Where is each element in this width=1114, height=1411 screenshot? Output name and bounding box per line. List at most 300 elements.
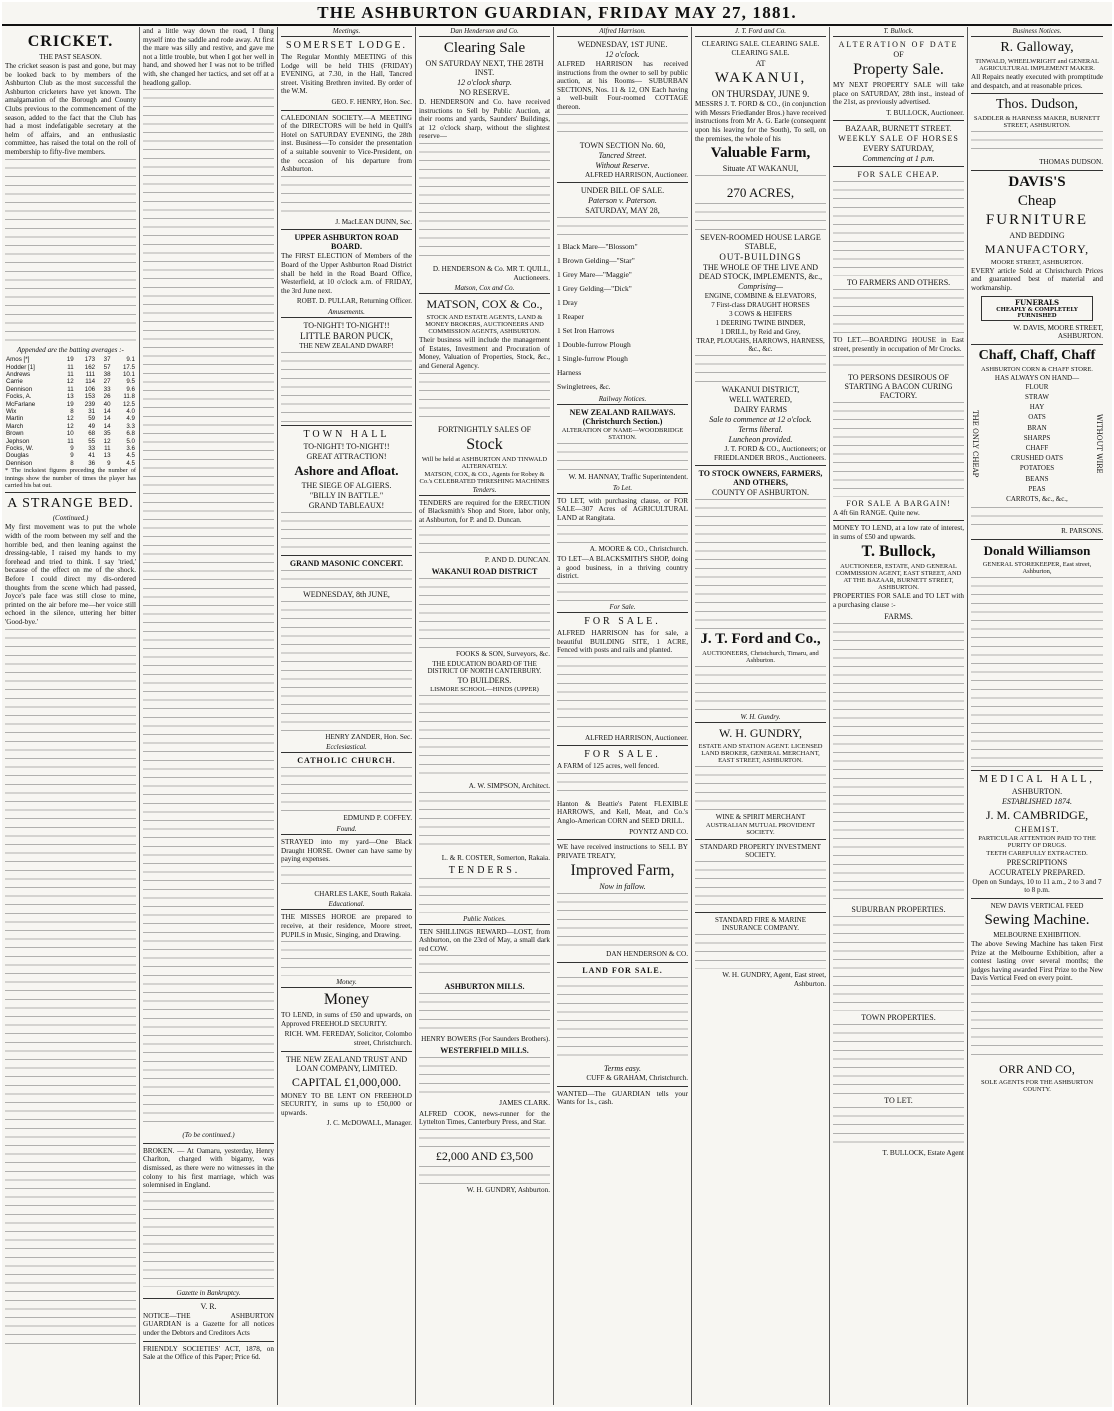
sale-item: 1 Double-furrow Plough: [557, 340, 631, 350]
town-hall-tonight: TO-NIGHT! TO-NIGHT!!: [303, 441, 390, 451]
column-5: [554, 27, 692, 1405]
bullock-big-title: T. Bullock,: [861, 543, 936, 561]
railway-block: [557, 443, 688, 471]
cook-block: [419, 1129, 550, 1147]
mills-block: [419, 993, 550, 1033]
westerfield-block: [419, 1057, 550, 1097]
somerset-lodge-title: SOMERSET LODGE.: [286, 40, 407, 51]
bill-of-sale: UNDER BILL OF SALE.: [580, 186, 665, 196]
cows: 3 COWS & HEIFERS: [729, 310, 792, 319]
bacon-block: [833, 402, 964, 497]
batting-row: [5, 408, 136, 415]
story-body-block: [143, 89, 274, 1129]
to-let-text: TO LET, with purchasing clause, or FOR SALE—307 Acres of AGRICULTURAL LAND at Rangitata.: [557, 496, 688, 522]
cricket-title: CRICKET.: [27, 33, 114, 50]
commencing: Commencing at 1 p.m.: [862, 154, 935, 164]
goods-item: STRAW: [1025, 392, 1049, 401]
billy-title: "BILLY IN BATTLE.": [309, 490, 384, 500]
railway-alteration: ALTERATION OF NAME—WOODBRIDGE STATION.: [561, 427, 684, 442]
galloway-sub: TINWALD, WHEELWRIGHT and GENERAL AGRICULTURAL IMPLEMENT MAKER.: [975, 58, 1099, 72]
drill: 1 DRILL, by Reid and Grey,: [720, 328, 801, 337]
town-hall-title: TOWN HALL: [303, 428, 390, 440]
wakanui-block: [419, 578, 550, 648]
education-board-title: THE EDUCATION BOARD OF THE DISTRICT OF NORTH CANTERBURY.: [427, 660, 542, 675]
railway-heading: Railway Notices.: [557, 395, 688, 405]
batting-cell: 36: [88, 459, 96, 467]
bill-block: [557, 217, 688, 239]
tancred: Tancred Street.: [598, 150, 647, 160]
public-notices-heading: Public Notices.: [419, 915, 550, 925]
bullock-end: T. BULLOCK, Estate Agent: [882, 1148, 964, 1157]
batting-cell: McFarlane: [6, 400, 36, 408]
town-block: [833, 1024, 964, 1094]
batting-cell: Jephson: [6, 437, 30, 445]
chaff-end-block: [971, 507, 1103, 525]
batting-cell: 27: [103, 378, 111, 386]
harrison-time: 12 o'clock.: [605, 50, 640, 59]
masonic-block: [281, 570, 412, 588]
prescriptions-text: PRESCRIPTIONS: [1006, 857, 1068, 867]
news-block: [143, 1192, 274, 1287]
sale-item: 1 Grey Mare—"Maggie": [557, 270, 632, 280]
sale-item: 1 Set Iron Harrows: [557, 326, 615, 336]
clearing-sale-title: Clearing Sale: [443, 40, 526, 56]
batting-cell: 3.6: [126, 445, 135, 452]
goods-item: OATS: [1028, 413, 1046, 422]
chaff-sub: ASHBURTON CORN & CHAFF STORE.: [981, 365, 1093, 373]
pounds-block: [419, 1166, 550, 1184]
farms-block: [833, 623, 964, 903]
harrison-sign: ALFRED HARRISON, Auctioneer.: [584, 170, 688, 179]
alteration-title: ALTERATION OF DATE: [838, 40, 959, 49]
particular-text: PARTICULAR ATTENTION PAID TO THE PURITY OF DRUGS.: [978, 834, 1096, 849]
batting-averages-table: [5, 356, 136, 467]
batting-cell: 57: [103, 363, 111, 371]
masonic-date: WEDNESDAY, 8th JUNE,: [303, 589, 390, 599]
every-article: EVERY article Sold at Christchurch Prices and guaranteed best of material and workmanship.: [971, 266, 1103, 292]
parsons-sign: R. PARSONS.: [1061, 527, 1103, 536]
builders-title: TO BUILDERS.: [457, 675, 512, 685]
batting-row: [5, 378, 136, 385]
siege-title: THE SIEGE OF ALGIERS.: [301, 480, 392, 490]
road-board-text: The FIRST ELECTION of Members of the Board of the Upper Ashburton Road District shall be held in the Road Board Office, Westerfield, at 10 o'clock a.m. of FRIDAY, the 3rd June next.: [281, 252, 412, 295]
batting-cell: 11: [67, 370, 74, 378]
batting-cell: 38: [103, 370, 111, 378]
wine-merchant: WINE & SPIRIT MERCHANT: [715, 813, 806, 822]
harrison-date: WEDNESDAY, 1ST JUNE.: [577, 40, 668, 49]
batting-cell: 8: [70, 459, 74, 467]
batting-cell: Amos [*]: [6, 356, 30, 364]
bazaar-title: BAZAAR, BURNETT STREET.: [845, 124, 952, 134]
batting-cell: 162: [84, 363, 96, 371]
lismore-block: [419, 695, 550, 780]
batting-cell: Dennison: [6, 459, 33, 467]
batting-cell: 10.1: [122, 370, 135, 378]
story-title: A STRANGE BED.: [7, 496, 134, 512]
road-board-title: UPPER ASHBURTON ROAD BOARD.: [294, 233, 399, 252]
batting-row: [5, 452, 136, 459]
galloway-title: R. Galloway,: [1000, 40, 1074, 55]
town-section: TOWN SECTION No. 60,: [579, 140, 666, 150]
gundry-title: W. H. GUNDRY,: [718, 726, 802, 741]
range-text: A 4ft 6in RANGE. Quite new.: [833, 508, 920, 517]
standard-fire-title: STANDARD FIRE & MARINE INSURANCE COMPANY.: [714, 916, 807, 933]
batting-cell: 19: [66, 356, 74, 364]
hannay-sign: W. M. HANNAY, Traffic Superintendent.: [568, 473, 688, 482]
outbuildings: OUT-BUILDINGS: [719, 252, 802, 263]
farm-block: [557, 773, 688, 798]
goods-item: FLOUR: [1025, 382, 1049, 391]
furniture-title: FURNITURE: [985, 211, 1089, 228]
matson-subtitle: STOCK AND ESTATE AGENTS, LAND & MONEY BROKERS, AUCTIONEERS AND COMMISSION AGENTS, ASHBURTON.: [425, 314, 544, 336]
batting-cell: 40: [103, 400, 111, 408]
cook-notice: ALFRED COOK, news-runner for the Lyttelton Times, Canterbury Press, and Star.: [419, 1109, 550, 1127]
caledonian-block: [281, 176, 412, 216]
clearing-sale-text: D. HENDERSON and Co. have received instructions to Sell by Public Auction, at their rooms and yards, Saunders' Buildings, at 12 o'clock sharp, without the slightest reserve—: [419, 98, 550, 141]
batting-cell: 153: [84, 393, 96, 401]
masthead-title: THE ASHBURTON GUARDIAN, FRIDAY MAY 27, 1881.: [317, 3, 797, 22]
tender-block: [419, 526, 550, 554]
tenders-heading: Tenders.: [419, 486, 550, 496]
batting-cell: 13: [103, 452, 111, 460]
valuable-farm-title: Valuable Farm,: [710, 145, 811, 162]
to-let-block: [557, 525, 688, 543]
column-3: [278, 27, 416, 1405]
westerfield-title: WESTERFIELD MILLS.: [440, 1046, 529, 1056]
coster-sign: L. & R. COSTER, Somerton, Rakaia.: [441, 854, 550, 863]
ford-text: MESSRS J. T. FORD & CO., (in conjunction with Messrs Friedlander Bros.) have received instructions from Mr A. G. Earle (consequent upon his leaving for the South), To sell, on the premises, the whole of his: [695, 100, 826, 143]
cambridge-title: J. M. CAMBRIDGE,: [985, 807, 1089, 822]
somerset-lodge-sign: GEO. F. HENRY, Hon. Sec.: [331, 97, 412, 106]
standard-fire-block: [695, 934, 826, 969]
goods-item: CARROTS, &c., &c.,: [1006, 494, 1068, 503]
batting-cell: 4.0: [126, 407, 135, 415]
batting-cell: 35: [103, 430, 111, 438]
ashore-block: [281, 512, 412, 552]
batting-cell: 49: [88, 422, 96, 430]
batting-cell: 31: [88, 407, 96, 415]
mutual-title: AUSTRALIAN MUTUAL PROVIDENT SOCIETY.: [705, 822, 816, 837]
batting-cell: Brown: [6, 430, 24, 438]
acres-block: [695, 203, 826, 231]
batting-cell: 11: [67, 437, 74, 445]
story-subtitle: (Continued.): [52, 514, 89, 523]
terms-easy: Terms easy.: [603, 1064, 642, 1074]
luncheon: Luncheon provided.: [728, 435, 793, 445]
batting-cell: 4.9: [126, 415, 135, 423]
fereday-sign: RICH. WM. FEREDAY, Solicitor, Colombo street, Christchurch.: [284, 1030, 412, 1047]
trap: TRAP, PLOUGHS, HARROWS, HARNESS, &c., &c.: [696, 337, 825, 354]
land-title: LAND FOR SALE.: [582, 966, 663, 976]
every-saturday: EVERY SATURDAY,: [863, 144, 934, 154]
batting-row: [5, 423, 136, 430]
batting-cell: 6.8: [126, 430, 135, 438]
batting-row: [5, 438, 136, 445]
catholic-block: [281, 767, 412, 812]
sewing-text: The above Sewing Machine has taken First Prize at the Melbourne Exhibition, after a contest lasting over several months; the judges having awarded First Prize to the New Davis Vertical Feed on every point.: [971, 939, 1103, 983]
batting-row: [5, 393, 136, 400]
batting-cell: Douglas: [6, 452, 29, 460]
cuff-sign: CUFF & GRAHAM, Christchurch.: [586, 1074, 688, 1083]
pounds-title: £2,000 AND £3,500: [435, 1148, 534, 1163]
goods-item: SHARPS: [1023, 433, 1051, 442]
orr-title: ORR AND CO,: [999, 1061, 1075, 1076]
batting-row: [5, 460, 136, 467]
stock-text: THE WHOLE OF THE LIVE AND DEAD STOCK, IMPLEMENTS, &c.,: [698, 263, 823, 282]
batting-cell: 33: [103, 385, 111, 393]
manufactory-title: MANUFACTORY,: [984, 241, 1090, 256]
sale-item: 1 Dray: [557, 298, 578, 308]
horses: 7 First-class DRAUGHT HORSES: [711, 301, 810, 310]
nz-trust-title: THE NEW ZEALAND TRUST AND LOAN COMPANY, LIMITED.: [285, 1054, 408, 1073]
batting-cell: 37: [103, 356, 111, 364]
masonic-committee-block: [281, 601, 412, 731]
dudson-sign: THOMAS DUDSON.: [1039, 158, 1103, 167]
property-text: MY NEXT PROPERTY SALE will take place on SATURDAY, 28th inst., instead of the 21st, as previously advertised.: [833, 81, 964, 107]
matson-block: [419, 373, 550, 423]
batting-cell: 55: [88, 437, 96, 445]
for-sale-block: [557, 657, 688, 732]
farms-title: FARMS.: [884, 611, 913, 621]
suburban-title: SUBURBAN PROPERTIES.: [851, 904, 946, 914]
funerals-title: FUNERALS: [1014, 297, 1060, 307]
batting-cell: Hodder [1]: [6, 363, 35, 371]
farm-text: A FARM of 125 acres, well fenced.: [557, 762, 660, 771]
batting-cell: Wix: [6, 407, 17, 415]
comprising: Comprising—: [738, 282, 783, 292]
batting-cell: Focks, W.: [6, 445, 34, 452]
ford-date: ON THURSDAY, JUNE 9.: [711, 89, 810, 100]
sale-item: 1 Single-furrow Plough: [557, 354, 628, 364]
amuse-tonight: TO-NIGHT! TO-NIGHT!!: [303, 320, 390, 330]
sale-item: 1 Reaper: [557, 312, 584, 322]
poyntz-sign: POYNTZ AND CO.: [629, 827, 688, 836]
farmers-title: TO STOCK OWNERS, FARMERS, AND OTHERS,: [698, 469, 823, 488]
somerset-lodge-text: The Regular Monthly MEETING of this Lodge will be held THIS (FRIDAY) EVENING, at 7.30, in the Hall, Tancred street. Visiting Brethren invited. By order of the W.M.: [281, 53, 412, 96]
batting-row: [5, 371, 136, 378]
to-let-block-7: [833, 1107, 964, 1147]
batting-cell: Andrews: [6, 370, 31, 378]
of-text: OF: [893, 50, 904, 59]
tenders-big-block: [419, 878, 550, 913]
established: ESTABLISHED 1874.: [1001, 796, 1073, 806]
zander-sign: HENRY ZANDER, Hon. Sec.: [325, 732, 412, 741]
engine: ENGINE, COMBINE & ELEVATORS,: [704, 292, 817, 301]
matson-text: Their business will include the management of Estates, Investment and Procuration of Money, Valuation of Properties, Stock, &c., and General Agency.: [419, 336, 550, 370]
for-sale-text: ALFRED HARRISON has for sale, a beautiful BUILDING SITE, 1 ACRE, Fenced with posts and rails and planted.: [557, 628, 688, 655]
medical-title: MEDICAL HALL,: [979, 773, 1095, 785]
house-text: SEVEN-ROOMED HOUSE LARGE STABLE,: [700, 233, 821, 252]
story-end: (To be continued.): [182, 1131, 235, 1140]
dudson-block: [971, 131, 1103, 156]
batting-row: [5, 356, 136, 363]
tender-blacksmith: TENDERS are required for the ERECTION of Blacksmith's Shop and Store, labor only, at Ashburton, for P. and D. Duncan.: [419, 498, 550, 524]
sale-item: 1 Brown Gelding—"Star": [557, 256, 635, 266]
harrison-sign-2: ALFRED HARRISON, Auctioneer.: [584, 733, 688, 742]
batting-cell: 9: [70, 452, 74, 460]
bedding-title: AND BEDDING: [1009, 230, 1065, 240]
terms: Terms liberal.: [738, 425, 783, 435]
batting-cell: 173: [84, 356, 96, 364]
suburban-block: [833, 916, 964, 1011]
situate: Situate AT WAKANUI,: [722, 164, 799, 174]
ecclesiastical-heading: Ecclesiastical.: [281, 743, 412, 753]
catholic-title: CATHOLIC CHURCH.: [297, 756, 396, 766]
land-block: [557, 977, 688, 1062]
standard-block: [695, 861, 826, 909]
wakanui-title: WAKANUI,: [714, 70, 807, 87]
town-title: TOWN PROPERTIES.: [861, 1012, 936, 1022]
sewing-block: [971, 985, 1103, 1060]
strayed-notice: STRAYED into my yard—One Black Draught HORSE. Owner can have same by paying expenses.: [281, 838, 412, 864]
friendly-societies-notice: FRIENDLY SOCIETIES' ACT, 1878, on Sale at the Office of this Paper; Price 6d.: [143, 1344, 274, 1362]
business-heading: Business Notices.: [971, 27, 1103, 37]
tableaux-title: GRAND TABLEAUX!: [308, 500, 385, 510]
johnston-sign: A. W. SIMPSON, Architect.: [468, 781, 550, 790]
williamson-sub: GENERAL STOREKEEPER, East street, Ashburton,: [982, 560, 1092, 575]
duncan-sign: P. AND D. DUNCAN.: [484, 556, 550, 565]
ford-middle-block: [695, 355, 826, 383]
vertical-feed-title: NEW DAVIS VERTICAL FEED: [990, 901, 1084, 910]
williamson-title: Donald Williamson: [983, 542, 1091, 558]
found-heading: Found.: [281, 825, 412, 835]
batting-row: [5, 445, 136, 452]
bacon-title: TO PERSONS DESIROUS OF STARTING A BACON CURING FACTORY.: [844, 372, 953, 400]
road-board-sign: ROBT. D. PULLAR, Returning Officer.: [296, 297, 412, 306]
batting-cell: 239: [84, 400, 96, 408]
bowers-sign: HENRY BOWERS (For Saunders Brothers).: [421, 1035, 550, 1044]
clearing-sale-date: ON SATURDAY NEXT, THE 28TH INST.: [425, 59, 544, 77]
ashburton-mills-title: ASHBURTON MILLS.: [444, 982, 525, 992]
town-hall-attraction: GREAT ATTRACTION!: [306, 451, 387, 461]
batting-cell: 12: [103, 437, 111, 445]
paterson: Paterson v. Paterson.: [588, 196, 657, 206]
lake-sign: CHARLES LAKE, South Rakaia.: [314, 889, 412, 898]
goods-item: POTATOES: [1019, 464, 1055, 473]
gundry-heading: W. H. Gundry.: [695, 713, 826, 723]
cricket-intro: The cricket season is past and gone, but may be looked back to by members of the Ashburton Club as the most successful the Ashburton cricketers have yet known. The amalgamation of the Borough and County Clubs previous to the commencement of the season, added to the fact that the Club has had a most indefatigable secretary at the helm of affairs, and an enthusiastic committee, has raised the total on the roll of membership to fifty-five members.: [5, 62, 136, 156]
batting-cell: 9.6: [126, 385, 135, 393]
money-title: Money: [323, 991, 370, 1009]
williamson-block: [971, 577, 1103, 767]
clearing-items-block: [419, 143, 550, 263]
goods-item: PEAS: [1028, 484, 1046, 493]
sale-time: Sale to commence at 12 o'clock.: [709, 415, 812, 425]
to-let-title-7: TO LET.: [884, 1095, 913, 1105]
batting-cell: 4.5: [126, 452, 135, 460]
batting-cell: 5.0: [126, 437, 135, 445]
money-text: TO LEND, in sums of £50 and upwards, on Approved FREEHOLD SECURITY.: [281, 1011, 412, 1028]
batting-cell: 4.5: [126, 459, 135, 467]
batting-row: [5, 415, 136, 422]
boarding-block: [833, 356, 964, 371]
batting-cell: Dennison: [6, 385, 33, 393]
batting-cell: 9.5: [126, 378, 135, 386]
ford-at: AT: [755, 59, 766, 69]
educational-heading: Educational.: [281, 900, 412, 910]
mcdowall-sign: J. C. McDOWALL, Manager.: [326, 1119, 412, 1128]
farmers-title: TO FARMERS AND OTHERS.: [846, 278, 951, 288]
funerals-box: [981, 296, 1093, 321]
batting-cell: 111: [85, 370, 96, 378]
batting-cell: 8: [70, 407, 74, 415]
ford-clearing: CLEARING SALE. CLEARING SALE. CLEARING SALE.: [701, 40, 820, 57]
chaff-title: Chaff, Chaff, Chaff: [978, 347, 1096, 363]
dudson-title: Thos. Dudson,: [995, 97, 1079, 113]
farmers-block: [695, 499, 826, 629]
batting-cell: Martin: [6, 415, 24, 423]
strayed-block: [281, 866, 412, 888]
clark-sign: JAMES CLARK.: [499, 1099, 550, 1108]
batting-cell: 11: [67, 385, 74, 393]
batting-cell: 114: [85, 378, 96, 386]
batting-row: [5, 430, 136, 437]
moore-sign: A. MOORE & CO., Christchurch.: [589, 544, 688, 553]
gundry-sub: ESTATE AND STATION AGENT. LICENSED LAND BROKER, GENERAL MERCHANT, EAST STREET, ASHBURTON.: [698, 743, 823, 765]
columns: [2, 27, 1112, 1405]
batting-cell: 68: [88, 430, 96, 438]
sale-item: 1 Grey Gelding—"Dick": [557, 284, 632, 294]
henderson-sign-2: DAN HENDERSON & CO.: [606, 950, 688, 959]
blacksmith-block: [557, 583, 688, 601]
bullock-sign: T. BULLOCK, Auctioneer.: [886, 108, 964, 117]
batting-cell: 11: [104, 445, 111, 452]
wakanui-road-title: WAKANUI ROAD DISTRICT: [431, 566, 538, 576]
farmers-block-7: [833, 289, 964, 334]
wanted-notice: WANTED—The GUARDIAN tells your Wants for 1s., cash.: [557, 1089, 688, 1107]
ploughing-block: [419, 792, 550, 852]
batting-cell: 9.1: [126, 356, 135, 364]
batting-cell: 12: [66, 422, 74, 430]
batting-cell: 33: [88, 445, 96, 452]
story-text: My first movement was to put the whole width of the room between my self and the horrible bed, and then leaning against the dressing-table, I raised my hands to my forehead and tried to think. I say 'tried,' because of the effect on me of the shock. Before I could direct my dis-ordered thoughts from the scene which had passed, Joyce's pale face was still close to mine, printed on the air before me—her voice still echoed in the silence, uttering her bitter 'Good-bye.': [5, 523, 136, 626]
ford-big-sub: AUCTIONEERS, Christchurch, Timaru, and Ashburton.: [702, 650, 819, 665]
district: WAKANUI DISTRICT,: [721, 385, 800, 395]
sale-item: 1 Black Mare—"Blossom": [557, 242, 638, 252]
always-on-hand: HAS ALWAYS ON HAND—: [994, 373, 1080, 382]
goods-item: CRUSHED OATS: [1011, 454, 1063, 463]
to-let-heading: To Let.: [557, 484, 688, 494]
amuse-block: [281, 352, 412, 422]
goods-list: [979, 383, 1095, 505]
fooks-sign: FOOKS & SON, Surveyors, &c.: [455, 649, 550, 658]
batting-cell: 14: [103, 407, 111, 415]
weekly-title: WEEKLY SALE OF HORSES: [838, 134, 959, 144]
batting-cell: 12: [66, 378, 74, 386]
batting-caption: Appended are the batting averages :-: [17, 345, 124, 354]
column-6: [692, 27, 830, 1405]
davis-title: DAVIS'S: [1008, 173, 1066, 190]
cricket-subtitle: THE PAST SEASON.: [39, 53, 102, 61]
improved-farm-title: Improved Farm,: [570, 862, 675, 880]
galloway-text: All Repairs neatly executed with promptitude and despatch, and at reasonable prices.: [971, 73, 1103, 90]
dudson-sub: SADDLER & HARNESS MAKER, BURNETT STREET, ASHBURTON.: [973, 115, 1101, 130]
column-2: [140, 27, 278, 1405]
ford-big-block: [695, 666, 826, 711]
batting-cell: Carrie: [6, 378, 23, 386]
capital-text: MONEY TO BE LENT ON FREEHOLD SECURITY, in sums up to £50,000 or upwards.: [281, 1091, 412, 1117]
orr-sub: SOLE AGENTS FOR THE ASHBURTON COUNTY.: [980, 1078, 1094, 1093]
goods-item: BEANS: [1025, 474, 1049, 483]
cheap-block: [833, 181, 964, 276]
acres-title: 270 ACRES,: [726, 185, 795, 201]
bullock-heading: T. Bullock.: [833, 27, 964, 37]
masthead: [2, 2, 1112, 26]
for-sale-title-2: FOR SALE.: [584, 749, 661, 761]
batting-cell: 14: [103, 415, 111, 423]
ashore-title: Ashore and Afloat.: [294, 462, 399, 478]
gundry-sign: W. H. GUNDRY, Agent, East street, Ashburton.: [722, 971, 826, 988]
